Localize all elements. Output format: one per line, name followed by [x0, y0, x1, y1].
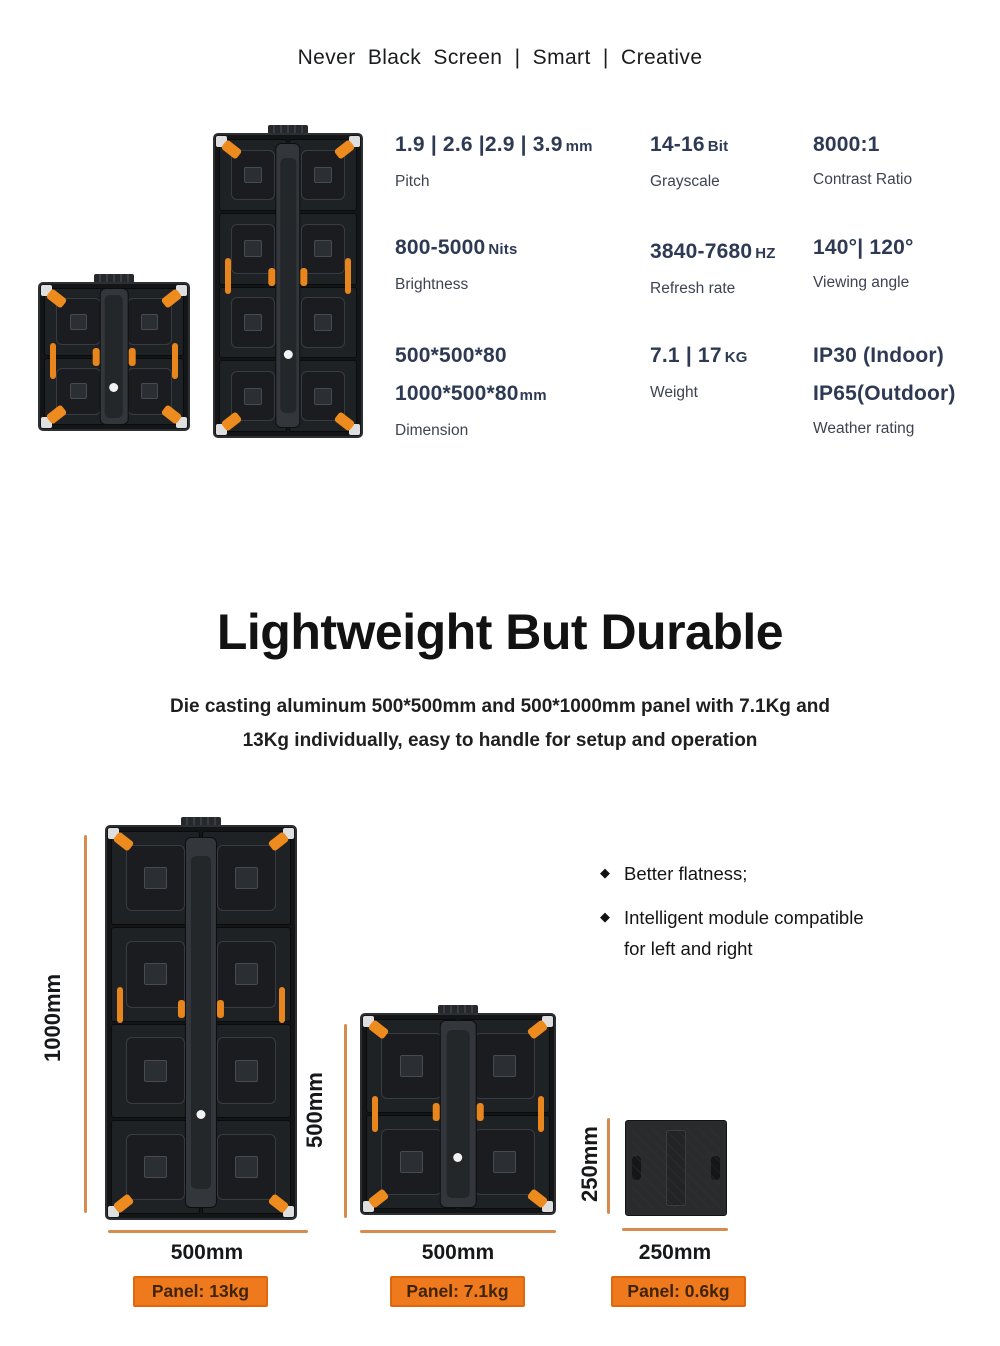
cabinet-back	[360, 1013, 556, 1215]
spec-grayscale	[650, 130, 810, 191]
spec-contrast	[813, 130, 993, 189]
side-latch-icon	[279, 987, 285, 1023]
spec-weight-unit: KG	[724, 349, 748, 366]
handle-slot-icon	[632, 1156, 641, 1180]
spec-viewing-value: 140°| 120°	[813, 236, 914, 259]
panel-photo-500x500	[38, 282, 190, 431]
figure-panel-250	[625, 1120, 727, 1216]
power-button-icon	[110, 383, 119, 392]
handle-slot-icon	[711, 1156, 720, 1180]
power-button-icon	[196, 1110, 205, 1119]
side-latch-icon	[172, 343, 178, 379]
height-dimension-label: 500mm	[302, 1072, 327, 1148]
spec-weight	[650, 341, 820, 402]
center-spine	[185, 837, 217, 1208]
spec-weather-value-2: IP65(Outdoor)	[813, 382, 956, 405]
section-subtitle-line1: Die casting aluminum 500*500mm and 500*1000mm panel with 7.1Kg and	[170, 696, 830, 717]
center-spine	[440, 1020, 477, 1208]
spec-brightness	[395, 233, 645, 294]
spec-grayscale-label: Grayscale	[650, 173, 720, 190]
feature-item	[600, 902, 930, 964]
cabinet-back	[105, 825, 297, 1220]
side-latch-icon	[117, 987, 123, 1023]
spec-refresh-unit: HZ	[755, 245, 776, 262]
center-spine	[100, 288, 129, 426]
panel-weight-badge: Panel: 13kg	[133, 1276, 268, 1307]
spec-weather-value-1: IP30 (Indoor)	[813, 344, 944, 367]
spec-brightness-unit: Nits	[488, 241, 518, 258]
spec-contrast-label: Contrast Ratio	[813, 171, 913, 188]
figure-panel-500	[360, 1013, 556, 1215]
spec-refresh-label: Refresh rate	[650, 280, 736, 297]
spine-clamp-icon	[301, 268, 308, 286]
feature-item	[600, 858, 930, 889]
spine-clamp-icon	[433, 1103, 440, 1121]
feature-line: Better flatness;	[624, 863, 748, 884]
side-latch-icon	[225, 258, 231, 294]
feature-line: for left and right	[624, 938, 753, 959]
cabinet-back	[213, 133, 363, 438]
side-latch-icon	[538, 1096, 544, 1132]
panel-weight-badge: Panel: 0.6kg	[611, 1276, 746, 1307]
spec-dimension-value-1: 500*500*80	[395, 344, 507, 367]
spec-dimension-label: Dimension	[395, 422, 469, 439]
panel-weight-badge: Panel: 7.1kg	[390, 1276, 525, 1307]
spec-brightness-value: 800-5000	[395, 236, 486, 259]
feature-text	[624, 858, 747, 889]
panel-photo-500x1000	[213, 133, 363, 438]
spec-pitch-label: Pitch	[395, 173, 430, 190]
spec-contrast-value: 8000:1	[813, 133, 880, 156]
width-dimension-label: 250mm	[638, 1241, 712, 1264]
feature-list	[600, 858, 930, 977]
section-title: Lightweight But Durable	[216, 604, 784, 660]
height-dimension-line	[84, 835, 87, 1213]
spine-clamp-icon	[268, 268, 275, 286]
height-dimension-line	[344, 1024, 347, 1218]
center-spine	[275, 143, 300, 429]
power-button-icon	[453, 1153, 462, 1162]
spec-grayscale-value: 14-16	[650, 133, 705, 156]
figure-panel-1000	[105, 825, 297, 1220]
width-dimension-label: 500mm	[170, 1241, 244, 1264]
side-latch-icon	[345, 258, 351, 294]
diamond-bullet-icon: ◆	[600, 909, 610, 924]
power-button-icon	[283, 350, 292, 359]
spec-pitch	[395, 130, 645, 191]
width-dimension-line	[360, 1230, 556, 1233]
diamond-bullet-icon: ◆	[600, 865, 610, 880]
spec-weather-label: Weather rating	[813, 420, 915, 437]
spec-viewing-label: Viewing angle	[813, 274, 910, 291]
height-dimension-label: 1000mm	[40, 973, 65, 1063]
width-dimension-line	[108, 1230, 308, 1233]
spine-clamp-icon	[93, 348, 100, 366]
side-latch-icon	[372, 1096, 378, 1132]
spine-clamp-icon	[178, 1000, 185, 1018]
spec-grayscale-unit: Bit	[707, 138, 729, 155]
spec-pitch-unit: mm	[565, 138, 593, 155]
spec-weight-label: Weight	[650, 384, 698, 401]
height-dimension-line	[607, 1118, 610, 1214]
spine-clamp-icon	[128, 348, 135, 366]
spec-brightness-label: Brightness	[395, 276, 469, 293]
spec-weather-rating	[813, 341, 1000, 438]
feature-text	[624, 902, 864, 964]
width-dimension-label: 500mm	[421, 1241, 495, 1264]
spec-dimension-unit: mm	[519, 387, 547, 404]
spec-refresh-value: 3840-7680	[650, 240, 753, 263]
spine-clamp-icon	[217, 1000, 224, 1018]
cabinet-back	[38, 282, 190, 431]
header-tagline: Never Black Screen | Smart | Creative	[297, 46, 703, 69]
height-dimension-label: 250mm	[577, 1126, 602, 1202]
spec-pitch-value: 1.9 | 2.6 |2.9 | 3.9	[395, 133, 563, 156]
spine-clamp-icon	[476, 1103, 483, 1121]
spec-dimension	[395, 341, 645, 440]
section-subtitle-line2: 13Kg individually, easy to handle for setup and operation	[242, 730, 758, 751]
width-dimension-line	[622, 1228, 728, 1231]
spec-dimension-value-2: 1000*500*80	[395, 382, 519, 405]
section-subtitle	[0, 690, 1000, 758]
spec-weight-value: 7.1 | 17	[650, 344, 722, 367]
spec-viewing-angle	[813, 233, 993, 292]
feature-line: Intelligent module compatible	[624, 907, 864, 928]
spec-refresh-rate	[650, 237, 820, 298]
side-latch-icon	[50, 343, 56, 379]
